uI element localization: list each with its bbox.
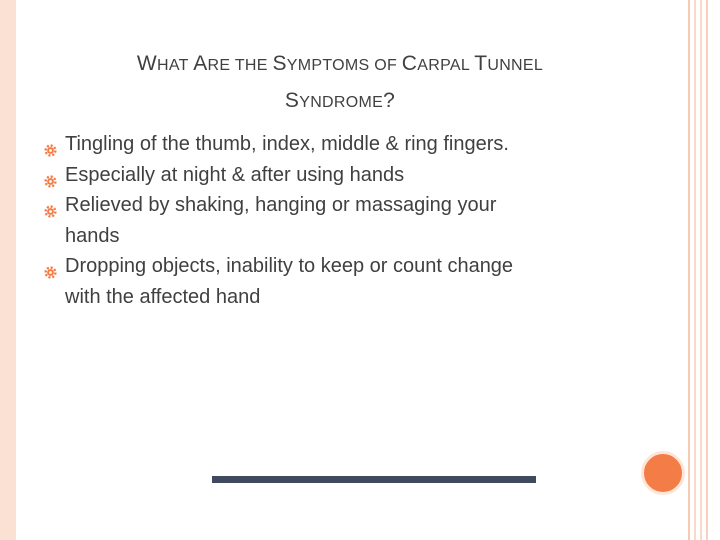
title-segment: S — [284, 89, 300, 112]
slide-left-border — [0, 0, 16, 540]
title-segment: YMPTOMS OF — [286, 57, 402, 74]
gear-icon — [43, 198, 58, 213]
divider-bar — [212, 476, 536, 483]
title-segment: S — [272, 52, 287, 75]
gear-icon — [43, 259, 58, 274]
bullet-item — [43, 251, 663, 312]
bullet-item — [43, 129, 663, 160]
slide-title — [40, 46, 640, 120]
title-segment: HAT — [157, 57, 194, 74]
title-segment: RE THE — [207, 57, 273, 74]
bullet-item — [43, 160, 663, 191]
right-border-line — [700, 0, 702, 540]
right-border-line — [688, 0, 690, 540]
bullet-text: hands — [65, 224, 120, 247]
right-border-line — [706, 0, 708, 540]
slide-title-line-2 — [40, 83, 640, 120]
title-segment: C — [401, 52, 418, 75]
title-segment: ARPAL — [417, 57, 475, 74]
bullet-text: with the affected hand — [65, 285, 261, 308]
right-border-line — [694, 0, 696, 540]
slide-title-line-1 — [40, 46, 640, 83]
decorative-circle — [641, 451, 685, 495]
bullet-text: Dropping objects, inability to keep or count change — [65, 255, 514, 277]
title-segment: W — [136, 52, 158, 75]
bullet-text: Especially at night & after using hands — [65, 163, 405, 186]
bullet-item — [43, 190, 663, 251]
bullet-text: Tingling of the thumb, index, middle & ring fingers. — [65, 133, 509, 155]
gear-icon — [43, 137, 58, 152]
gear-icon — [43, 168, 58, 183]
bullet-list — [43, 129, 663, 312]
title-segment: T — [474, 52, 488, 75]
title-segment: UNNEL — [487, 57, 544, 74]
bullet-text: Relieved by shaking, hanging or massaging your — [65, 194, 497, 216]
title-segment: YNDROME — [299, 94, 384, 111]
title-segment: ? — [383, 89, 396, 112]
title-segment: A — [193, 52, 208, 75]
